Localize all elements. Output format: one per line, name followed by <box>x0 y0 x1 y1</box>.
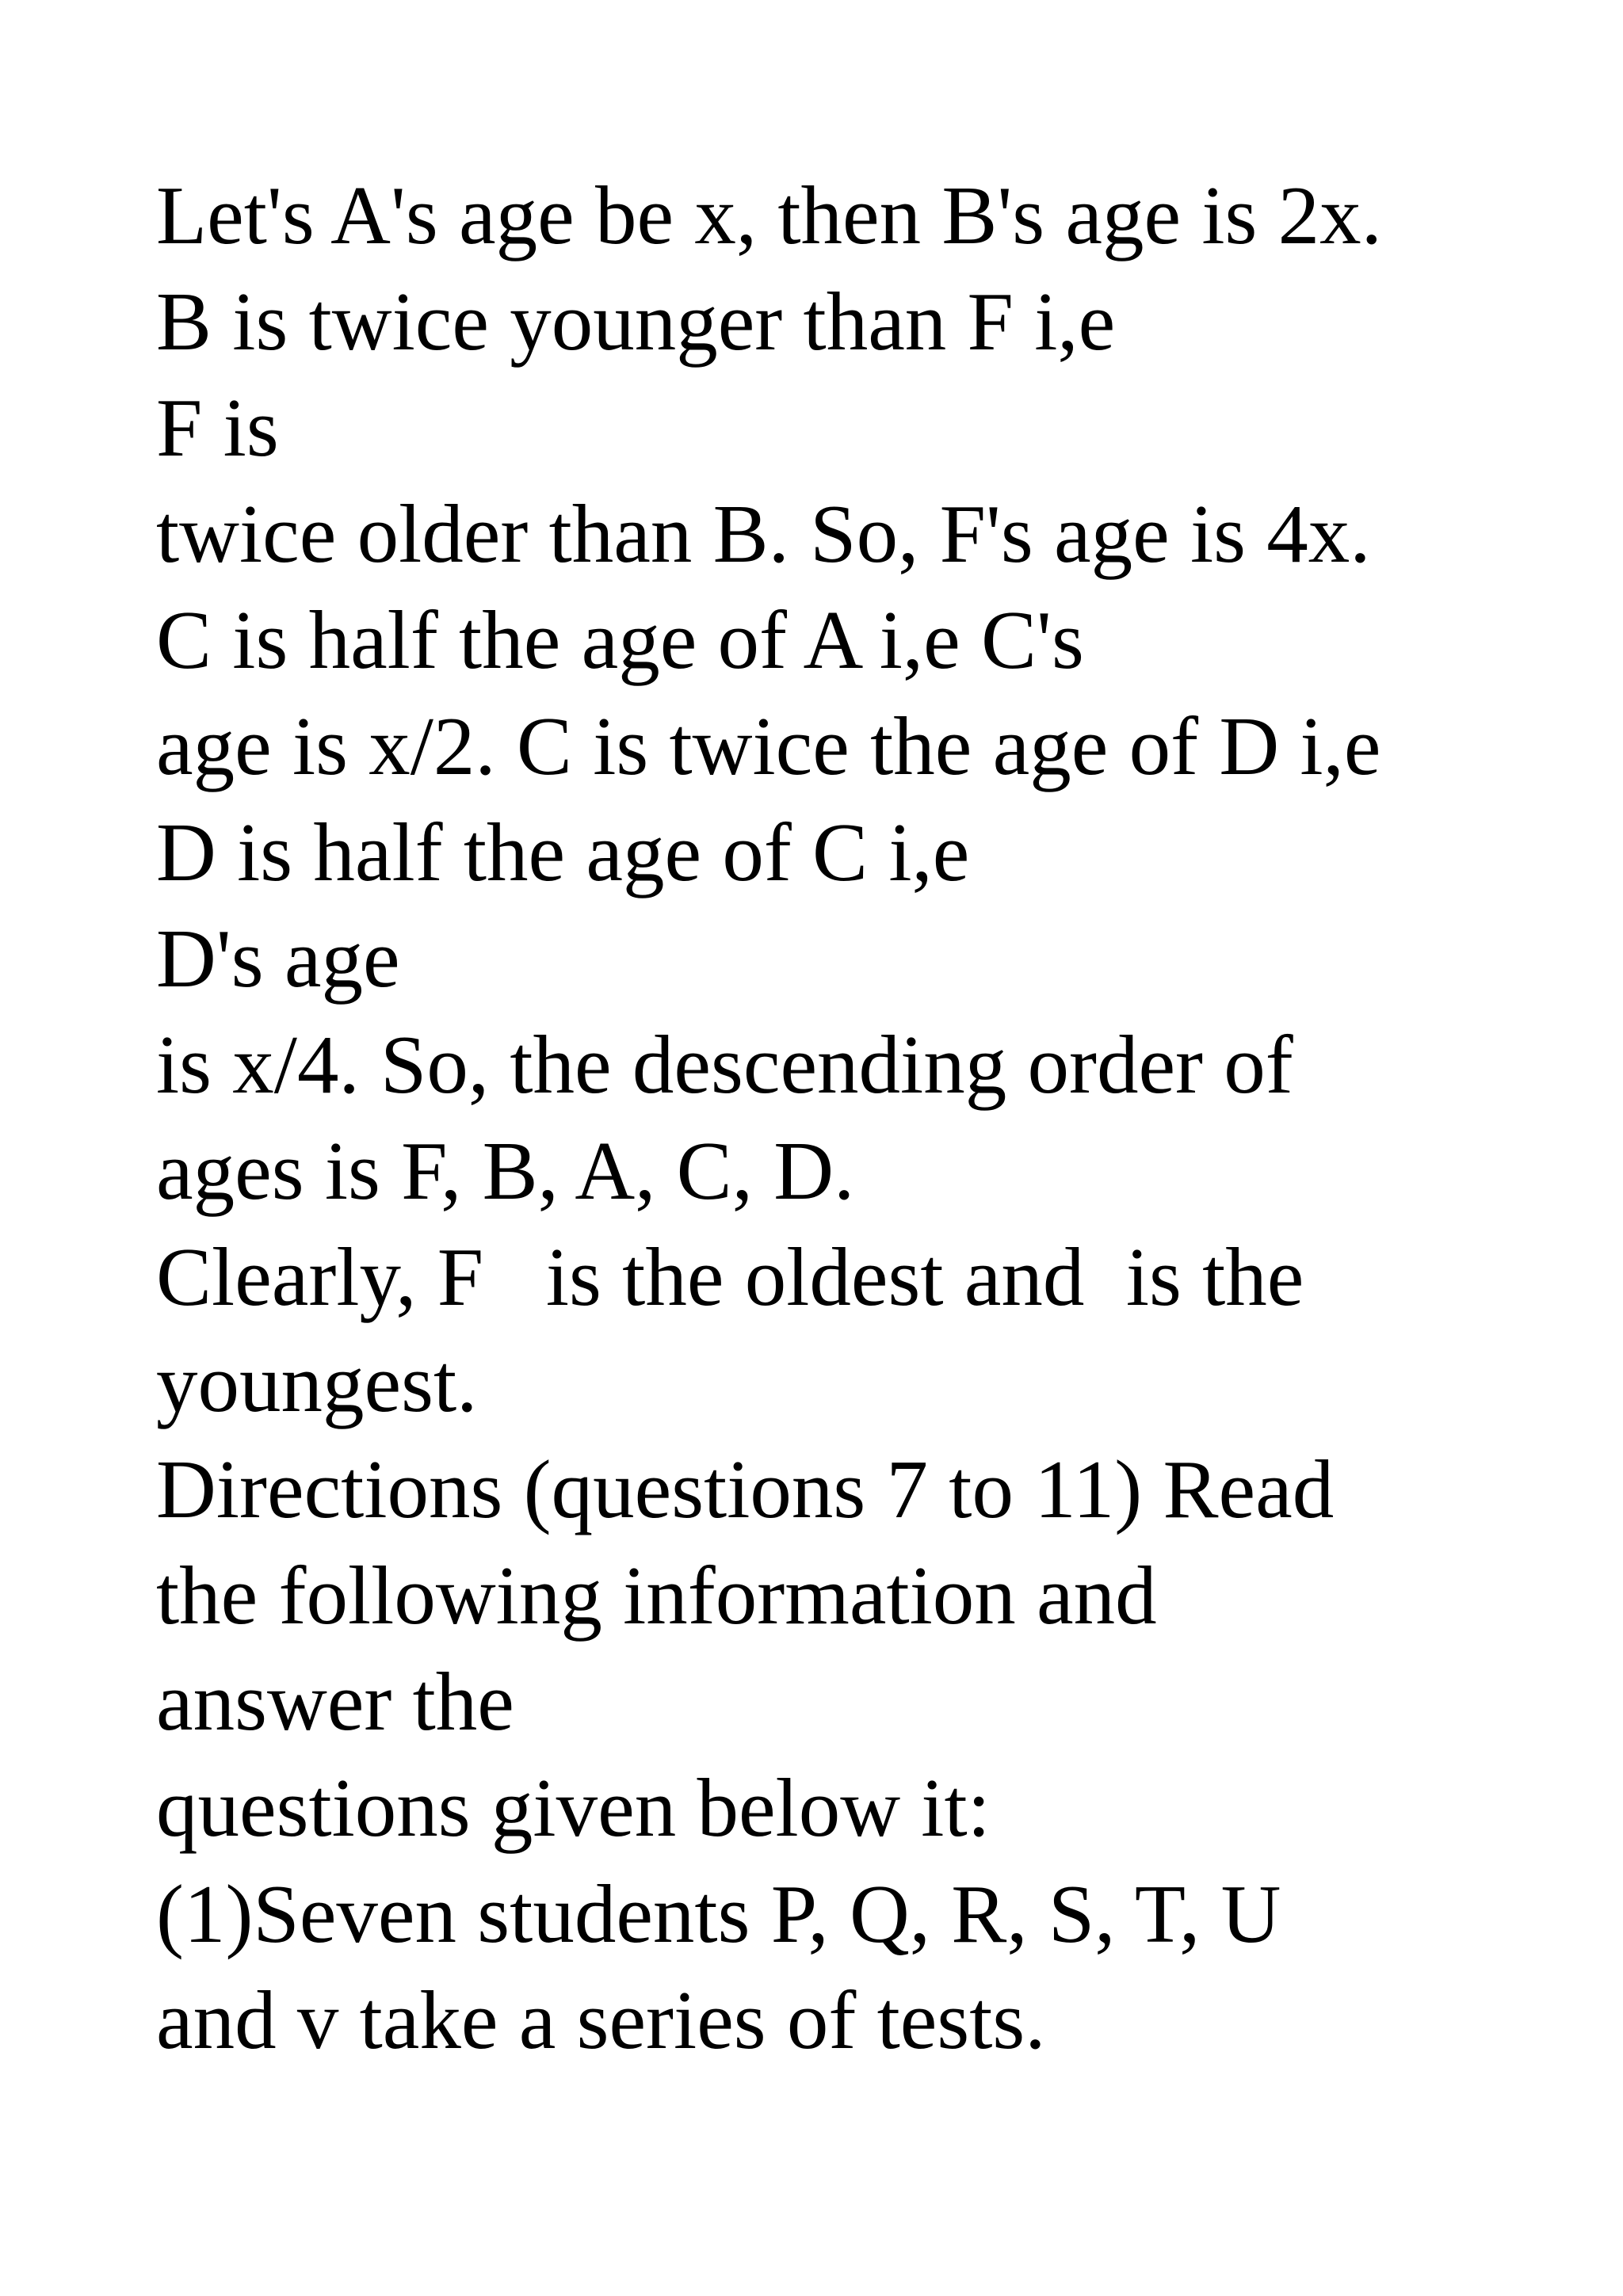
text-line: Directions (questions 7 to 11) Read <box>156 1443 1335 1535</box>
text-line: ages is F, B, A, C, D. <box>156 1124 855 1217</box>
text-line: is x/4. So, the descending order of <box>156 1018 1293 1111</box>
text-line: Let's A's age be x, then B's age is 2x. <box>156 169 1382 261</box>
text-line: youngest. <box>156 1337 478 1429</box>
text-line: D's age <box>156 912 400 1005</box>
text-line: and v take a series of tests. <box>156 1974 1046 2066</box>
text-line: C is half the age of A i,e C's <box>156 593 1084 686</box>
text-line: answer the <box>156 1655 514 1748</box>
text-line: D is half the age of C i,e <box>156 806 970 898</box>
text-line: F is <box>156 381 279 474</box>
document-text-block <box>156 162 1583 2073</box>
text-line: questions given below it: <box>156 1761 991 1854</box>
text-line: (1)Seven students P, Q, R, S, T, U <box>156 1867 1281 1960</box>
text-line: the following information and <box>156 1549 1157 1642</box>
text-line: twice older than B. So, F's age is 4x. <box>156 487 1371 580</box>
text-line: age is x/2. C is twice the age of D i,e <box>156 700 1381 792</box>
text-line: Clearly, F is the oldest and is the <box>156 1230 1304 1323</box>
text-line: B is twice younger than F i,e <box>156 275 1116 368</box>
